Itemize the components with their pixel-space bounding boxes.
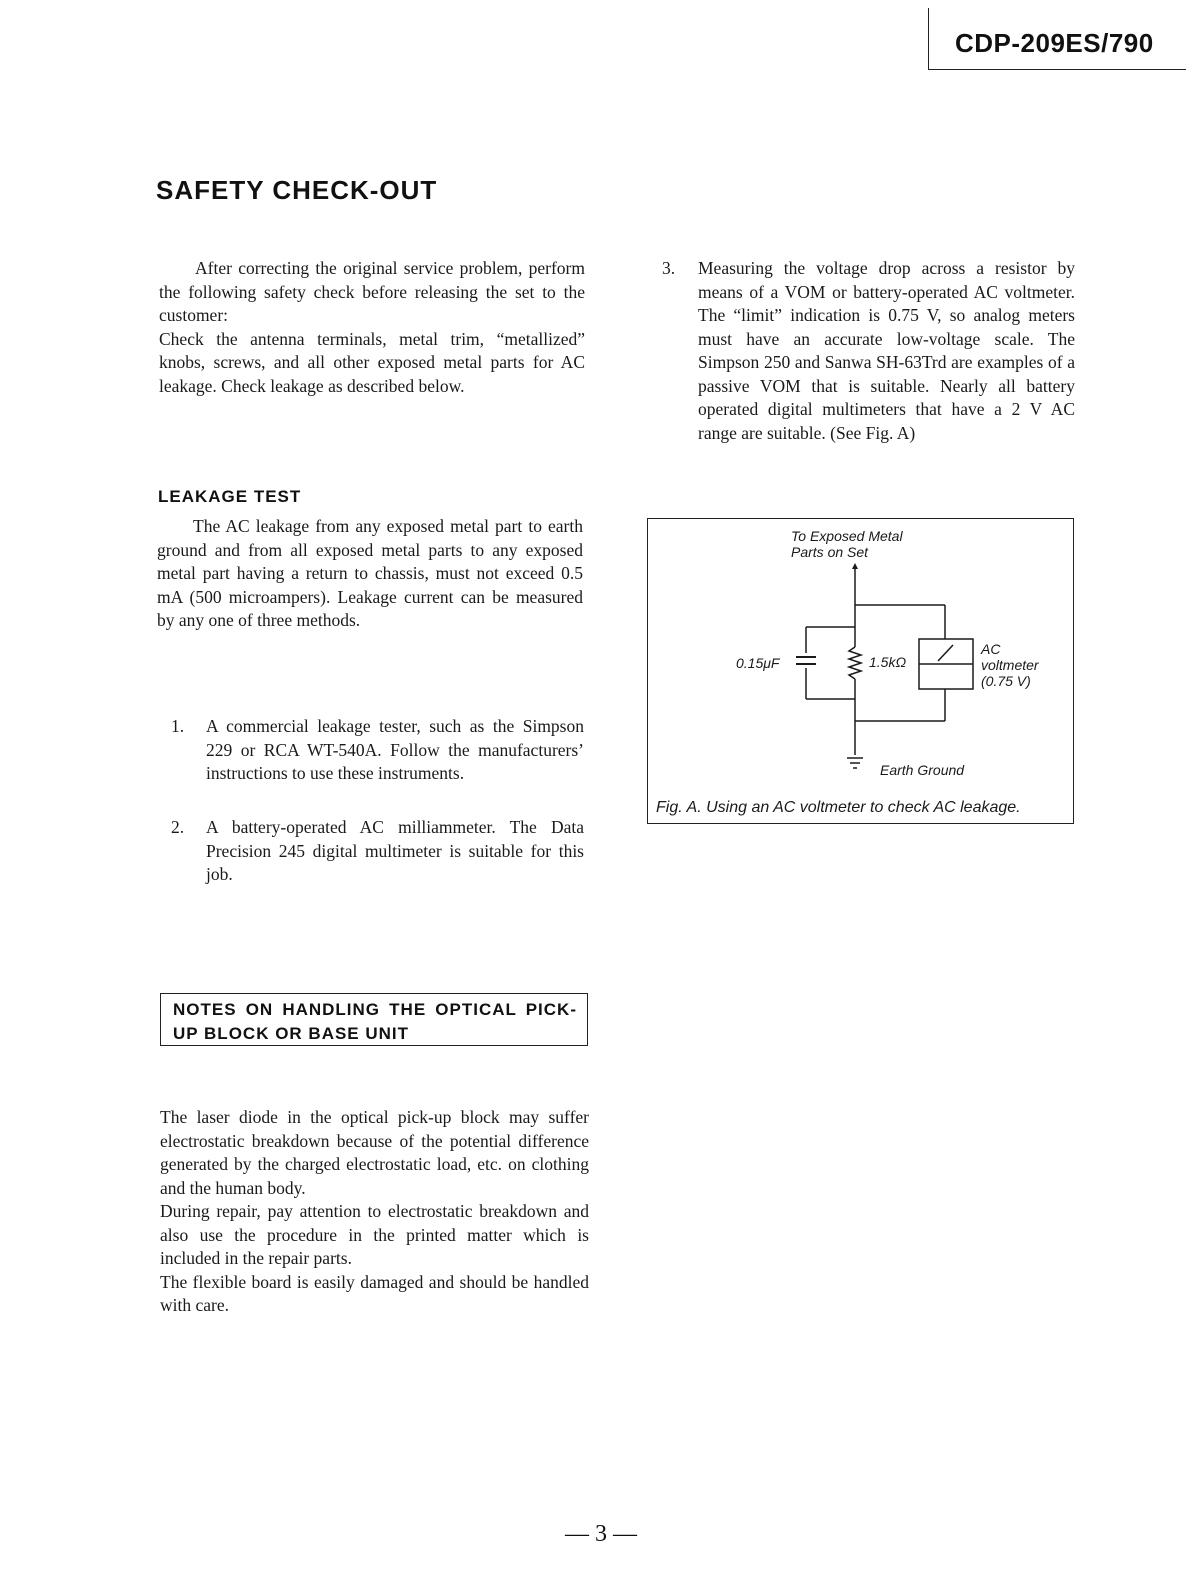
figure-a — [647, 518, 1074, 824]
method-text: Measuring the voltage drop across a resistor by means of a VOM or battery-operated AC voltmeter. The “limit” indication is 0.75 V, so analog meters must have an accurate low-voltage scale. The Simpson 250 and Sanwa SH-63Trd are examples of a passive VOM that is suitable. Nearly all battery operated digital multimeters that have a 2 V AC range are suitable. (See Fig. A) — [698, 258, 1075, 443]
voltmeter-label-2: voltmeter — [981, 657, 1039, 673]
leakage-test-heading: LEAKAGE TEST — [158, 487, 302, 506]
leakage-test-circuit-diagram — [648, 519, 1073, 823]
method-number: 2. — [171, 817, 185, 837]
figure-label-top-2: Parts on Set — [791, 544, 869, 560]
notes-heading: NOTES ON HANDLING THE OPTICAL PICK-UP BLOCK OR BASE UNIT — [173, 1000, 577, 1043]
voltmeter-label-3: (0.75 V) — [981, 673, 1031, 689]
notes-paragraph-2: During repair, pay attention to electrostatic breakdown and also use the procedure in the printed matter which is included in the repair parts. — [160, 1201, 589, 1268]
page-title: SAFETY CHECK-OUT — [156, 175, 438, 205]
method-number: 1. — [171, 716, 185, 736]
figure-label-top-1: To Exposed Metal — [791, 528, 903, 544]
capacitor-label: 0.15μF — [736, 655, 780, 671]
intro-paragraph-1: After correcting the original service problem, perform the following safety check before releasing the set to the customer: — [159, 258, 585, 325]
figure-caption: Fig. A. Using an AC voltmeter to check AC leakage. — [656, 799, 1021, 816]
resistor-label: 1.5kΩ — [869, 654, 907, 670]
method-text: A commercial leakage tester, such as the Simpson 229 or RCA WT-540A. Follow the manufacturers’ instructions to use these instruments. — [206, 716, 584, 783]
intro-paragraph-2: Check the antenna terminals, metal trim, “metallized” knobs, screws, and all other exposed metal parts for AC leakage. Check leakage as described below. — [159, 328, 585, 396]
notes-text — [160, 1106, 589, 1318]
voltmeter-label-1: AC — [981, 641, 1001, 657]
model-number: CDP-209ES/790 — [955, 28, 1154, 58]
header-divider-horizontal — [928, 69, 1186, 70]
method-number: 3. — [662, 258, 676, 278]
notes-paragraph-3: The flexible board is easily damaged and should be handled with care. — [160, 1271, 589, 1315]
notes-heading-box — [160, 993, 588, 1046]
ground-label: Earth Ground — [880, 762, 965, 778]
intro-text — [159, 257, 585, 398]
notes-paragraph-1: The laser diode in the optical pick-up block may suffer electrostatic breakdown because of the potential difference generated by the charged electrostatic load, etc. on clothing and the human body. — [160, 1107, 589, 1198]
leakage-test-text — [157, 515, 583, 633]
leakage-test-paragraph: The AC leakage from any exposed metal part to earth ground and from all exposed metal parts to any exposed metal part having a return to chassis, must not exceed 0.5 mA (500 microampers). Leakage current can be measured by any one of three methods. — [157, 516, 583, 630]
page-number: — 3 — — [565, 1521, 637, 1547]
method-text: A battery-operated AC milliammeter. The Data Precision 245 digital multimeter is suitable for this job. — [206, 817, 584, 884]
header-divider-vertical — [928, 8, 929, 70]
